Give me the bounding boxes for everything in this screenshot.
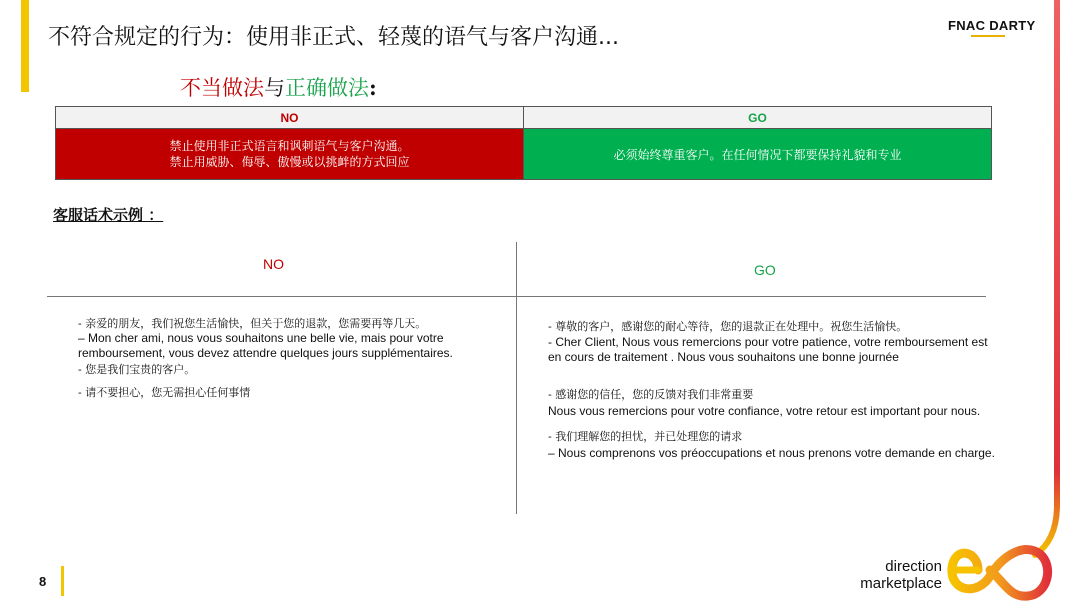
no-rule-line1: 禁止使用非正式语言和讽刺语气与客户沟通。 <box>169 139 410 153</box>
page-title: 不符合规定的行为：使用非正式、轻蔑的语气与客户沟通... <box>48 25 619 50</box>
subheading-connector: 与 <box>264 76 285 100</box>
no-example-item: - 您是我们宝贵的客户。 <box>78 363 196 376</box>
table-cell-no <box>56 129 524 180</box>
fnac-darty-logo: FNAC DARTY <box>948 18 1036 33</box>
examples-go-label: GO <box>754 262 776 278</box>
examples-divider-vertical <box>516 242 517 514</box>
table-cell-go: 必须始终尊重客户。在任何情况下都要保持礼貌和专业 <box>524 129 992 180</box>
examples-heading: 客服话术示例 ： <box>53 206 164 224</box>
direction-marketplace-logo-icon <box>944 536 1056 604</box>
subheading-go: 正确做法 <box>285 76 369 100</box>
table-header-no: NO <box>56 107 524 129</box>
page-number: 8 <box>39 574 47 589</box>
comparison-table <box>55 106 992 180</box>
section-subheading <box>180 72 377 102</box>
table-header-go: GO <box>524 107 992 129</box>
go-example-item: - 感谢您的信任，您的反馈对我们非常重要 <box>548 388 754 401</box>
logo-line1: direction <box>885 558 942 575</box>
direction-marketplace-wordmark <box>838 558 942 592</box>
no-rule-line2: 禁止用威胁、侮辱、傲慢或以挑衅的方式回应 <box>169 155 410 169</box>
no-example-item: - 请不要担心，您无需担心任何事情 <box>78 386 251 399</box>
subheading-no: 不当做法 <box>180 76 264 100</box>
go-example-item: - 我们理解您的担忧，并已处理您的请求 <box>548 430 743 443</box>
decorative-curve-icon <box>1010 0 1080 600</box>
go-example-item: Nous vous remercions pour votre confiance, votre retour est important pour nous. <box>548 404 981 418</box>
logo-line2: marketplace <box>860 575 942 592</box>
go-example-item: - Cher Client, Nous vous remercions pour votre patience, votre remboursement est en cours de traitement . Nous vous souhaitons une bonne journée <box>548 335 988 364</box>
go-example-item: - 尊敬的客户，感谢您的耐心等待，您的退款正在处理中。祝您生活愉快。 <box>548 320 908 333</box>
page-number-accent <box>61 566 64 596</box>
go-example-item: – Nous comprenons vos préoccupations et nous prenons votre demande en charge. <box>548 446 995 460</box>
no-example-item: - 亲爱的朋友，我们祝您生活愉快，但关于您的退款，您需要再等几天。 <box>78 317 427 330</box>
brand-underline <box>971 35 1005 37</box>
subheading-colon: : <box>369 75 377 100</box>
examples-no-label: NO <box>263 256 284 272</box>
left-accent-bar <box>21 0 29 92</box>
no-example-item: – Mon cher ami, nous vous souhaitons une belle vie, mais pour votre remboursement, vous devez attendre quelques jours supplémentaires. <box>78 331 453 360</box>
